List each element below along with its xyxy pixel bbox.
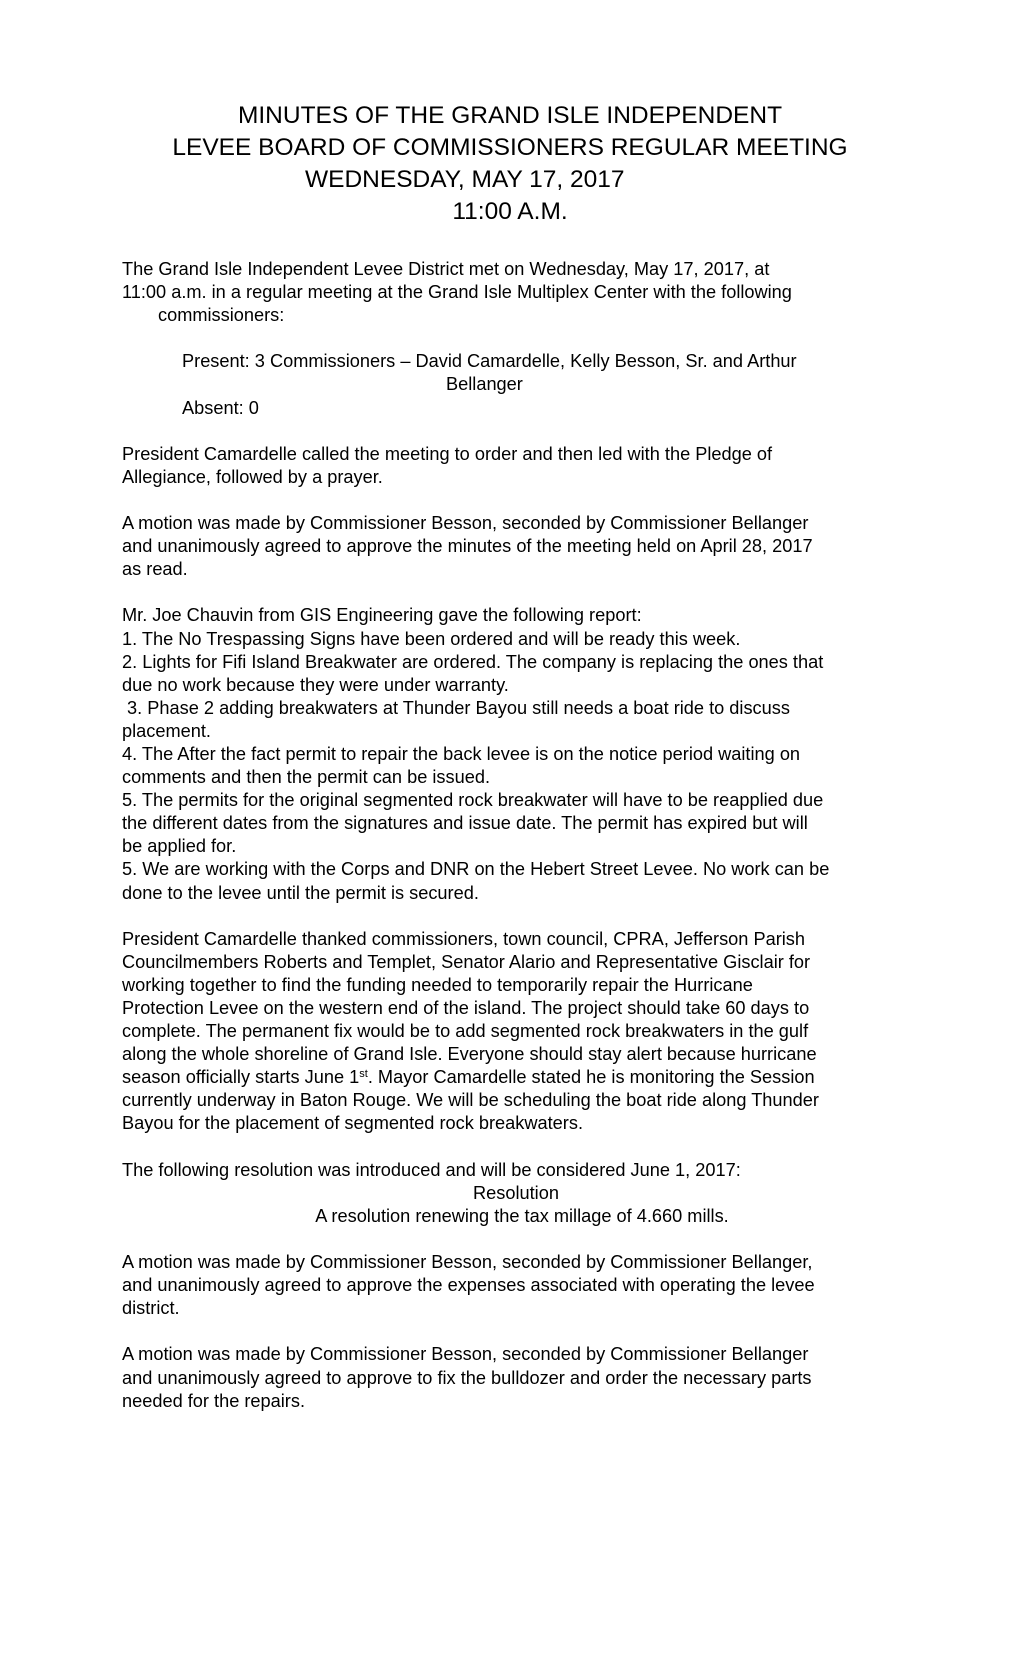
paragraph-line: complete. The permanent fix would be to add segmented rock breakwaters in the gulf [122, 1021, 809, 1042]
line-text: season officially starts June 1 [122, 1067, 360, 1088]
report-line: placement. [122, 720, 211, 741]
intro-line: 11:00 a.m. in a regular meeting at the Grand Isle Multiplex Center with the following [122, 282, 792, 303]
president-remarks-paragraph [122, 928, 922, 1136]
paragraph-line: Protection Levee on the western end of the island. The project should take 60 days to [122, 998, 810, 1018]
line-text: . Mayor Camardelle stated he is monitoring the Session [367, 1067, 815, 1088]
title-line-2: LEVEE BOARD OF COMMISSIONERS REGULAR MEETING [172, 134, 848, 161]
report-line: 3. Phase 2 adding breakwaters at Thunder Bayou still needs a boat ride to discuss [122, 697, 790, 718]
superscript: st [359, 1068, 368, 1081]
motion-minutes-paragraph [122, 512, 922, 581]
resolution-heading: Resolution [473, 1182, 559, 1203]
intro-paragraph [122, 258, 922, 327]
resolution-block [122, 1159, 922, 1228]
report-line: due no work because they were under warranty. [122, 674, 509, 695]
title-line-4: 11:00 A.M. [452, 198, 568, 225]
paragraph-line: Bayou for the placement of segmented rock breakwaters. [122, 1113, 583, 1134]
motion-bulldozer-paragraph [122, 1343, 922, 1412]
report-line: 1. The No Trespassing Signs have been ordered and will be ready this week. [122, 628, 741, 649]
paragraph-line: and unanimously agreed to approve to fix the bulldozer and order the necessary parts [122, 1367, 812, 1388]
resolution-intro: The following resolution was introduced and will be considered June 1, 2017: [122, 1159, 741, 1180]
title-line-1: MINUTES OF THE GRAND ISLE INDEPENDENT [237, 102, 783, 129]
paragraph-line: as read. [122, 559, 188, 580]
report-line: 5. The permits for the original segmented rock breakwater will have to be reapplied due [122, 790, 824, 811]
report-line: 5. We are working with the Corps and DNR on the Hebert Street Levee. No work can be [122, 859, 830, 880]
paragraph-line: currently underway in Baton Rouge. We will be scheduling the boat ride along Thunder [122, 1090, 819, 1111]
paragraph-line: working together to find the funding needed to temporarily repair the Hurricane [122, 974, 753, 995]
paragraph-line: President Camardelle called the meeting to order and then led with the Pledge of [122, 443, 773, 464]
present-line-cont: Bellanger [446, 374, 523, 395]
call-to-order-paragraph [122, 443, 922, 489]
paragraph-line: President Camardelle thanked commissioners, town council, CPRA, Jefferson Parish [122, 928, 806, 949]
attendance-block [122, 350, 922, 419]
absent-line: Absent: 0 [182, 397, 259, 418]
paragraph-line [122, 1066, 922, 1089]
report-line: the different dates from the signatures and issue date. The permit has expired but will [122, 813, 808, 834]
paragraph-line: district. [122, 1298, 180, 1319]
present-line: Present: 3 Commissioners – David Camardelle, Kelly Besson, Sr. and Arthur [182, 351, 797, 372]
intro-line: commissioners: [158, 305, 285, 326]
document-body [122, 258, 922, 1413]
report-line: 4. The After the fact permit to repair the back levee is on the notice period waiting on [122, 743, 801, 764]
paragraph-line: and unanimously agreed to approve the expenses associated with operating the levee [122, 1275, 815, 1296]
resolution-text: A resolution renewing the tax millage of 4.660 mills. [315, 1205, 729, 1226]
paragraph-line: Allegiance, followed by a prayer. [122, 466, 383, 487]
report-line: done to the levee until the permit is secured. [122, 882, 479, 903]
paragraph-line: needed for the repairs. [122, 1390, 306, 1411]
title-line-3: WEDNESDAY, MAY 17, 2017 [305, 166, 625, 193]
motion-expenses-paragraph [122, 1251, 922, 1320]
report-line: 2. Lights for Fifi Island Breakwater are ordered. The company is replacing the ones that [122, 651, 824, 672]
report-line: comments and then the permit can be issued. [122, 767, 490, 788]
paragraph-line: A motion was made by Commissioner Besson, seconded by Commissioner Bellanger [122, 1344, 809, 1365]
paragraph-line: A motion was made by Commissioner Besson, seconded by Commissioner Bellanger, [122, 1252, 813, 1273]
engineering-report [122, 604, 922, 904]
paragraph-line: A motion was made by Commissioner Besson, seconded by Commissioner Bellanger [122, 513, 809, 534]
document-title [100, 100, 920, 228]
report-intro: Mr. Joe Chauvin from GIS Engineering gave the following report: [122, 605, 642, 626]
paragraph-line: and unanimously agreed to approve the minutes of the meeting held on April 28, 2017 [122, 536, 813, 557]
paragraph-line: along the whole shoreline of Grand Isle. Everyone should stay alert because hurricane [122, 1044, 817, 1065]
paragraph-line: Councilmembers Roberts and Templet, Senator Alario and Representative Gisclair for [122, 951, 811, 972]
intro-line: The Grand Isle Independent Levee District met on Wednesday, May 17, 2017, at [122, 259, 770, 279]
report-line: be applied for. [122, 836, 237, 857]
